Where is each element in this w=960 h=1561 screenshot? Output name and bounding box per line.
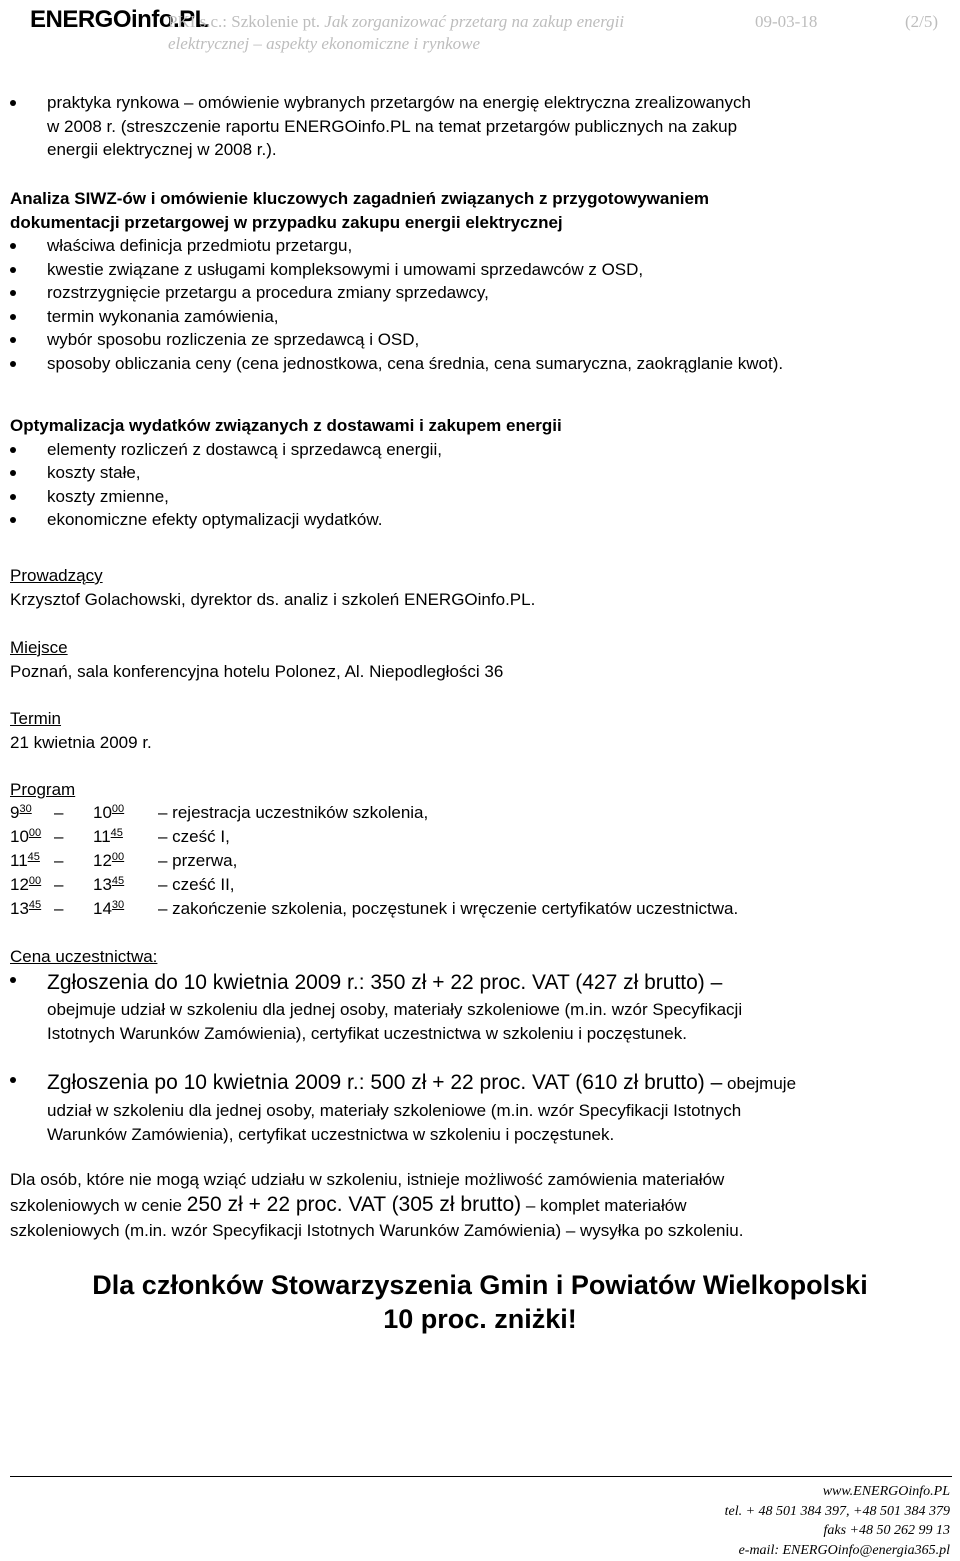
price-block: [10, 945, 950, 969]
program-end-time: $12^{00}$: [93, 851, 125, 870]
list-item: wybór sposobu rozliczenia ze sprzedawcą i OSD,: [10, 328, 950, 352]
program-start-time: $13^{45}$: [10, 899, 42, 918]
list-item: kwestie związane z usługami kompleksowymi i umowami sprzedawców z OSD,: [10, 258, 950, 282]
program-end-time: $13^{45}$: [93, 875, 125, 894]
list-item: koszty stałe,: [10, 461, 950, 485]
presenter-block: [10, 564, 950, 611]
price-option-1-line2: obejmuje udział w szkoleniu dla jednej osoby, materiały szkoleniowe (m.in. wzór Specyfikacji: [47, 1000, 743, 1019]
date-block: [10, 707, 950, 754]
program-start-time: $10^{00}$: [10, 827, 42, 846]
program-description: – cześć II,: [158, 875, 235, 894]
location-value: Poznań, sala konferencyjna hotelu Polonez, Al. Niepodległości 36: [10, 661, 504, 681]
promo-line-1: Dla członków Stowarzyszenia Gmin i Powiatów Wielkopolski: [92, 1270, 868, 1300]
program-row: [10, 803, 950, 827]
header-title: [168, 12, 624, 32]
materials-text: szkoleniowych w cenie: [10, 1195, 187, 1215]
header-title-prefix: PKI s.c.: Szkolenie pt.: [168, 12, 325, 31]
price-option-2-big: Zgłoszenia po 10 kwietnia 2009 r.: 500 zł + 22 proc. VAT (610 zł brutto) –: [47, 1071, 723, 1094]
price-option-2-small: obejmuje: [722, 1074, 797, 1093]
price-label: Cena uczestnictwa:: [10, 947, 158, 966]
price-option-1-line3: Istotnych Warunków Zamówienia), certyfikat uczestnictwa w szkoleniu i poczęstunek.: [47, 1023, 687, 1043]
section-heading: Optymalizacja wydatków związanych z dostawami i zakupem energii: [10, 416, 562, 435]
section-heading: Analiza SIWZ-ów i omówienie kluczowych zagadnień związanych z przygotowywaniem: [10, 189, 710, 208]
price-option-2-line3: Warunków Zamówienia), certyfikat uczestnictwa w szkoleniu i poczęstunek.: [47, 1124, 615, 1144]
section-heading-line2: dokumentacji przetargowej w przypadku zakupu energii elektrycznej: [10, 212, 563, 232]
intro-line-2: w 2008 r. (streszczenie raportu ENERGOinfo.PL na temat przetargów publicznych na zakup: [47, 116, 738, 136]
list-item: sposoby obliczania ceny (cena jednostkowa, cena średnia, cena sumaryczna, zaokrąglanie kwot).: [10, 352, 950, 376]
promo-line-2: 10 proc. zniżki!: [383, 1304, 577, 1334]
price-option-2-headline: [47, 1068, 950, 1099]
header-title-line2: elektrycznej – aspekty ekonomiczne i rynkowe: [168, 34, 481, 53]
program-end-time: $14^{30}$: [93, 899, 125, 918]
program-description: – zakończenie szkolenia, poczęstunek i wręczenie certyfikatów uczestnictwa.: [158, 899, 739, 918]
price-option-1-headline: Zgłoszenia do 10 kwietnia 2009 r.: 350 zł + 22 proc. VAT (427 zł brutto) –: [47, 971, 723, 994]
program-end-time: $10^{00}$: [93, 803, 125, 822]
date-value: 21 kwietnia 2009 r.: [10, 732, 152, 752]
list-item: termin wykonania zamówienia,: [10, 305, 950, 329]
materials-block: [10, 1168, 950, 1242]
materials-price: 250 zł + 22 proc. VAT (305 zł brutto): [186, 1192, 522, 1216]
price-option-2: [10, 1068, 950, 1146]
program-description: – rejestracja uczestników szkolenia,: [158, 803, 429, 822]
program-label: Program: [10, 780, 76, 799]
program-start-time: $12^{00}$: [10, 875, 42, 894]
list-item: elementy rozliczeń z dostawcą i sprzedawcą energii,: [10, 438, 950, 462]
footer-phone: tel. + 48 501 384 397, +48 501 384 379: [724, 1503, 950, 1519]
program-dash: –: [54, 899, 64, 918]
program-heading-block: [10, 778, 950, 802]
price-option-1: [10, 968, 950, 1045]
section-analiza: [10, 187, 950, 375]
program-end-time: $11^{45}$: [93, 827, 123, 846]
section-optymalizacja: [10, 414, 950, 532]
list-item: ekonomiczne efekty optymalizacji wydatków.: [10, 508, 950, 532]
list-item: rozstrzygnięcie przetargu a procedura zmiany sprzedawcy,: [10, 281, 950, 305]
page-header: [0, 0, 960, 62]
header-page-number: (2/5): [905, 12, 939, 31]
list-item: koszty zmienne,: [10, 485, 950, 509]
location-block: [10, 636, 950, 683]
program-start-time: $11^{45}$: [10, 851, 40, 870]
program-dash: –: [54, 803, 64, 822]
price-list: [10, 1068, 950, 1146]
intro-list: [10, 91, 950, 162]
page-footer: [725, 1482, 950, 1560]
program-dash: –: [54, 827, 64, 846]
materials-line-2: [10, 1192, 950, 1219]
footer-fax: faks +48 50 262 99 13: [823, 1523, 950, 1538]
price-option-2-line2: udział w szkoleniu dla jednej osoby, materiały szkoleniowe (m.in. wzór Specyfikacji Istotnych: [47, 1101, 742, 1120]
program-row: [10, 875, 950, 899]
presenter-label: Prowadzący: [10, 566, 103, 585]
list-item: [10, 1068, 950, 1146]
list-item: właściwa definicja przedmiotu przetargu,: [10, 234, 950, 258]
program-dash: –: [54, 875, 64, 894]
program-row: [10, 827, 950, 851]
intro-line-1: praktyka rynkowa – omówienie wybranych przetargów na energię elektryczna zrealizowanych: [47, 93, 751, 112]
program-row: [10, 851, 950, 875]
footer-divider: [10, 1476, 952, 1477]
footer-website[interactable]: www.ENERGOinfo.PL: [822, 1484, 950, 1499]
date-label: Termin: [10, 709, 62, 728]
location-label: Miejsce: [10, 638, 68, 657]
program-start-time: $9^{30}$: [10, 803, 32, 822]
section-list: [10, 438, 950, 532]
program-row: [10, 899, 950, 923]
materials-line-1: Dla osób, które nie mogą wziąć udziału w szkoleniu, istnieje możliwość zamówienia materiałów: [10, 1170, 725, 1189]
intro-line-3: energii elektrycznej w 2008 r.).: [47, 140, 277, 159]
materials-text-2: – komplet materiałów: [521, 1195, 687, 1215]
price-list: [10, 968, 950, 1045]
energoinfo-logo: ENERGOinfo.PL: [30, 6, 209, 33]
program-dash: –: [54, 851, 64, 870]
header-title-italic: Jak zorganizować przetarg na zakup energii: [324, 12, 625, 31]
presenter-value: Krzysztof Golachowski, dyrektor ds. analiz i szkoleń ENERGOinfo.PL.: [10, 589, 536, 609]
section-list: [10, 234, 950, 375]
list-item: [10, 91, 950, 162]
list-item: [10, 968, 950, 1045]
program-description: – cześć I,: [158, 827, 230, 846]
materials-line-3: szkoleniowych (m.in. wzór Specyfikacji Istotnych Warunków Zamówienia) – wysyłka po szkoleniu.: [10, 1220, 744, 1240]
header-date: 09-03-18: [755, 12, 818, 31]
program-description: – przerwa,: [158, 851, 238, 870]
intro-block: [10, 91, 950, 162]
footer-email[interactable]: e-mail: ENERGOinfo@energia365.pl: [738, 1542, 950, 1558]
